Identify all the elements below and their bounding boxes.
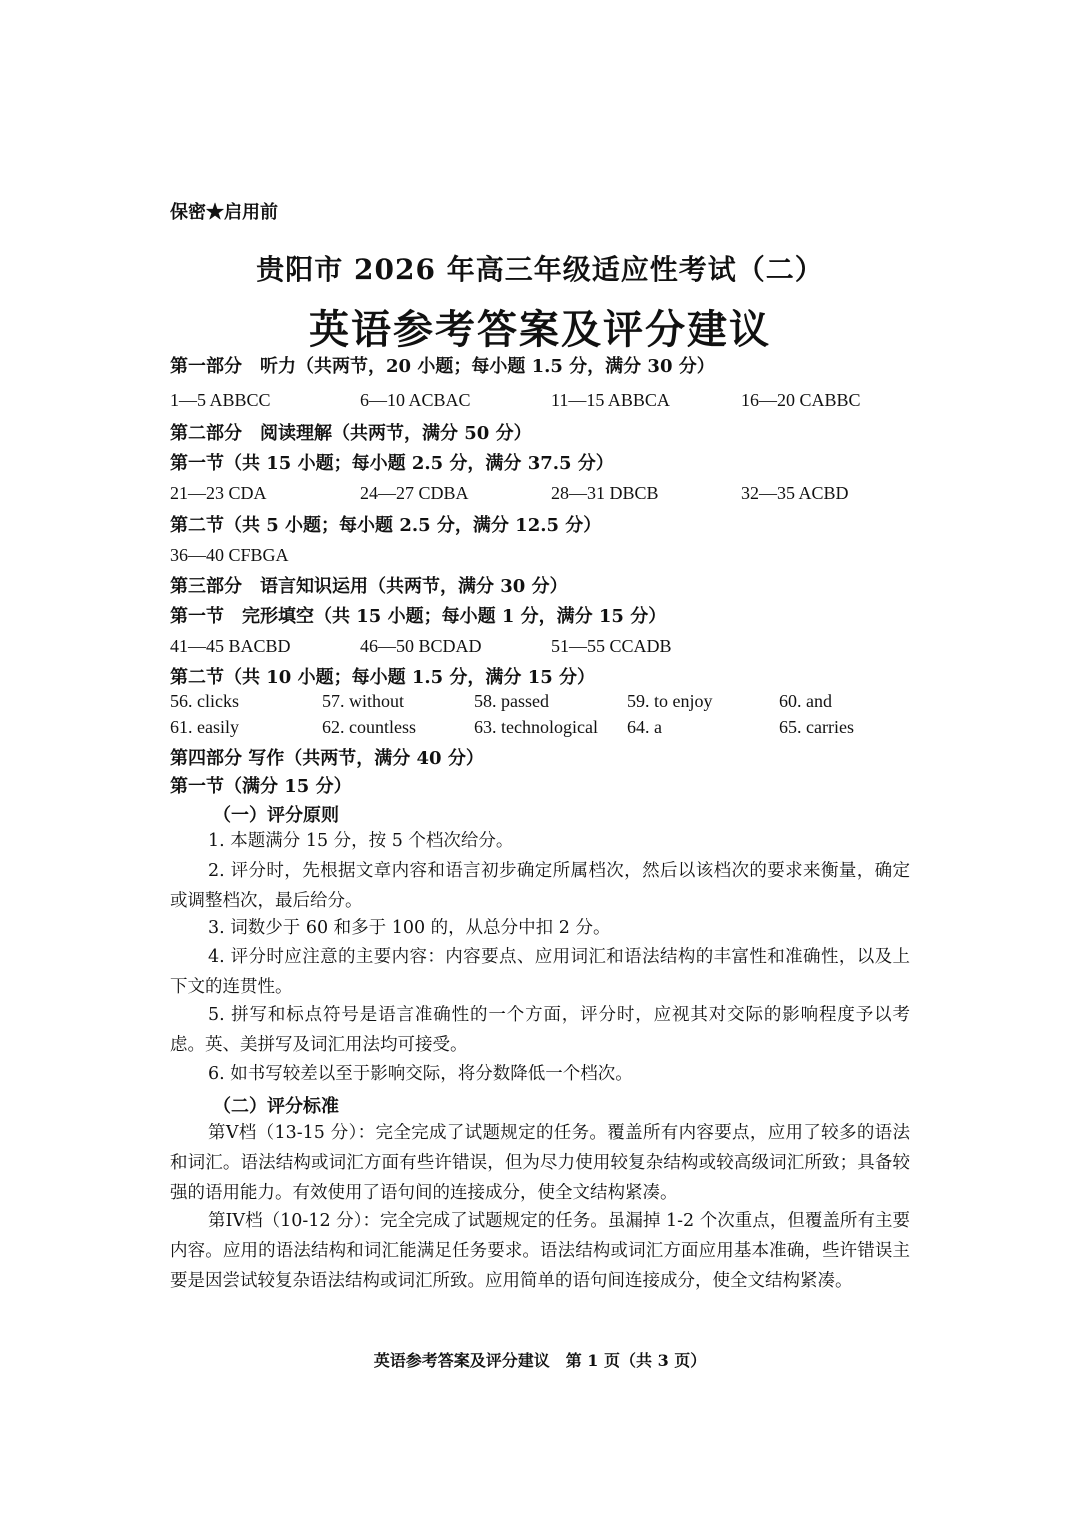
answer-item: 63. technological <box>474 717 598 737</box>
answer-item: 65. carries <box>779 717 854 737</box>
part2-sec2-heading: 第二节（共 5 小题；每小题 2.5 分，满分 12.5 分） <box>170 515 602 536</box>
answer-item: 62. countless <box>322 717 416 737</box>
part2-sec1-heading: 第一节（共 15 小题；每小题 2.5 分，满分 37.5 分） <box>170 453 614 474</box>
answer-group: 51—55 CCADB <box>551 636 672 656</box>
part3-heading: 第三部分 语言知识运用（共两节，满分 30 分） <box>170 576 568 597</box>
principle-item: 4. 评分时应注意的主要内容：内容要点、应用词汇和语法结构的丰富性和准确性，以及上下文的连贯性。 <box>170 947 910 997</box>
standards-heading: （二）评分标准 <box>213 1096 339 1117</box>
principles-heading: （一）评分原则 <box>213 805 339 826</box>
document-title: 英语参考答案及评分建议 <box>309 306 771 353</box>
answer-group: 24—27 CDBA <box>360 483 469 503</box>
part3-sec1-heading: 第一节 完形填空（共 15 小题；每小题 1 分，满分 15 分） <box>170 606 667 627</box>
answer-item: 58. passed <box>474 691 549 711</box>
principle-item: 1. 本题满分 15 分，按 5 个档次给分。 <box>208 831 514 851</box>
answer-group: 11—15 ABBCA <box>551 390 670 410</box>
part4-sec1-heading: 第一节（满分 15 分） <box>170 776 352 797</box>
answer-group: 28—31 DBCB <box>551 483 659 503</box>
exam-title: 贵阳市 2026 年高三年级适应性考试（二） <box>256 253 824 286</box>
answer-group: 46—50 BCDAD <box>360 636 482 656</box>
answer-group: 41—45 BACBD <box>170 636 291 656</box>
answer-item: 60. and <box>779 691 832 711</box>
principle-item: 5. 拼写和标点符号是语言准确性的一个方面，评分时，应视其对交际的影响程度予以考虑。英、美拼写及词汇用法均可接受。 <box>170 1005 910 1055</box>
confidential-label: 保密★启用前 <box>170 202 278 223</box>
answer-group: 32—35 ACBD <box>741 483 849 503</box>
standard-item: 第IV档（10-12 分）：完全完成了试题规定的任务。虽漏掉 1-2 个次重点，但覆盖所有主要内容。应用的语法结构和词汇能满足任务要求。语法结构或词汇方面应用基本准确，些许错误主要是因尝试较复杂语法结构或词汇所致。应用简单的语句间连接成分，使全文结构紧凑。 <box>170 1211 910 1291</box>
part1-heading: 第一部分 听力（共两节，20 小题；每小题 1.5 分，满分 30 分） <box>170 356 715 377</box>
answer-item: 56. clicks <box>170 691 239 711</box>
answer-item: 61. easily <box>170 717 239 737</box>
answer-item: 57. without <box>322 691 405 711</box>
answer-item: 64. a <box>627 717 662 737</box>
answer-group: 21—23 CDA <box>170 483 267 503</box>
part2-heading: 第二部分 阅读理解（共两节，满分 50 分） <box>170 423 532 444</box>
part3-sec2-heading: 第二节（共 10 小题；每小题 1.5 分，满分 15 分） <box>170 667 596 688</box>
part4-heading: 第四部分 写作（共两节，满分 40 分） <box>170 748 484 769</box>
principle-item: 3. 词数少于 60 和多于 100 的，从总分中扣 2 分。 <box>208 918 611 938</box>
standard-item: 第V档（13-15 分）：完全完成了试题规定的任务。覆盖所有内容要点，应用了较多的语法和词汇。语法结构或词汇方面有些许错误，但为尽力使用较复杂结构或较高级词汇所致；具备较强的语用能力。有效使用了语句间的连接成分，使全文结构紧凑。 <box>170 1123 910 1203</box>
answer-group: 16—20 CABBC <box>741 390 861 410</box>
principle-item: 2. 评分时，先根据文章内容和语言初步确定所属档次，然后以该档次的要求来衡量，确定或调整档次，最后给分。 <box>170 861 910 911</box>
page-footer: 英语参考答案及评分建议 第 1 页（共 3 页） <box>373 1351 707 1370</box>
principle-item: 6. 如书写较差以至于影响交际，将分数降低一个档次。 <box>208 1064 633 1084</box>
answer-group: 1—5 ABBCC <box>170 390 271 410</box>
answer-item: 59. to enjoy <box>627 691 713 711</box>
answer-group: 36—40 CFBGA <box>170 545 289 565</box>
answer-group: 6—10 ACBAC <box>360 390 471 410</box>
